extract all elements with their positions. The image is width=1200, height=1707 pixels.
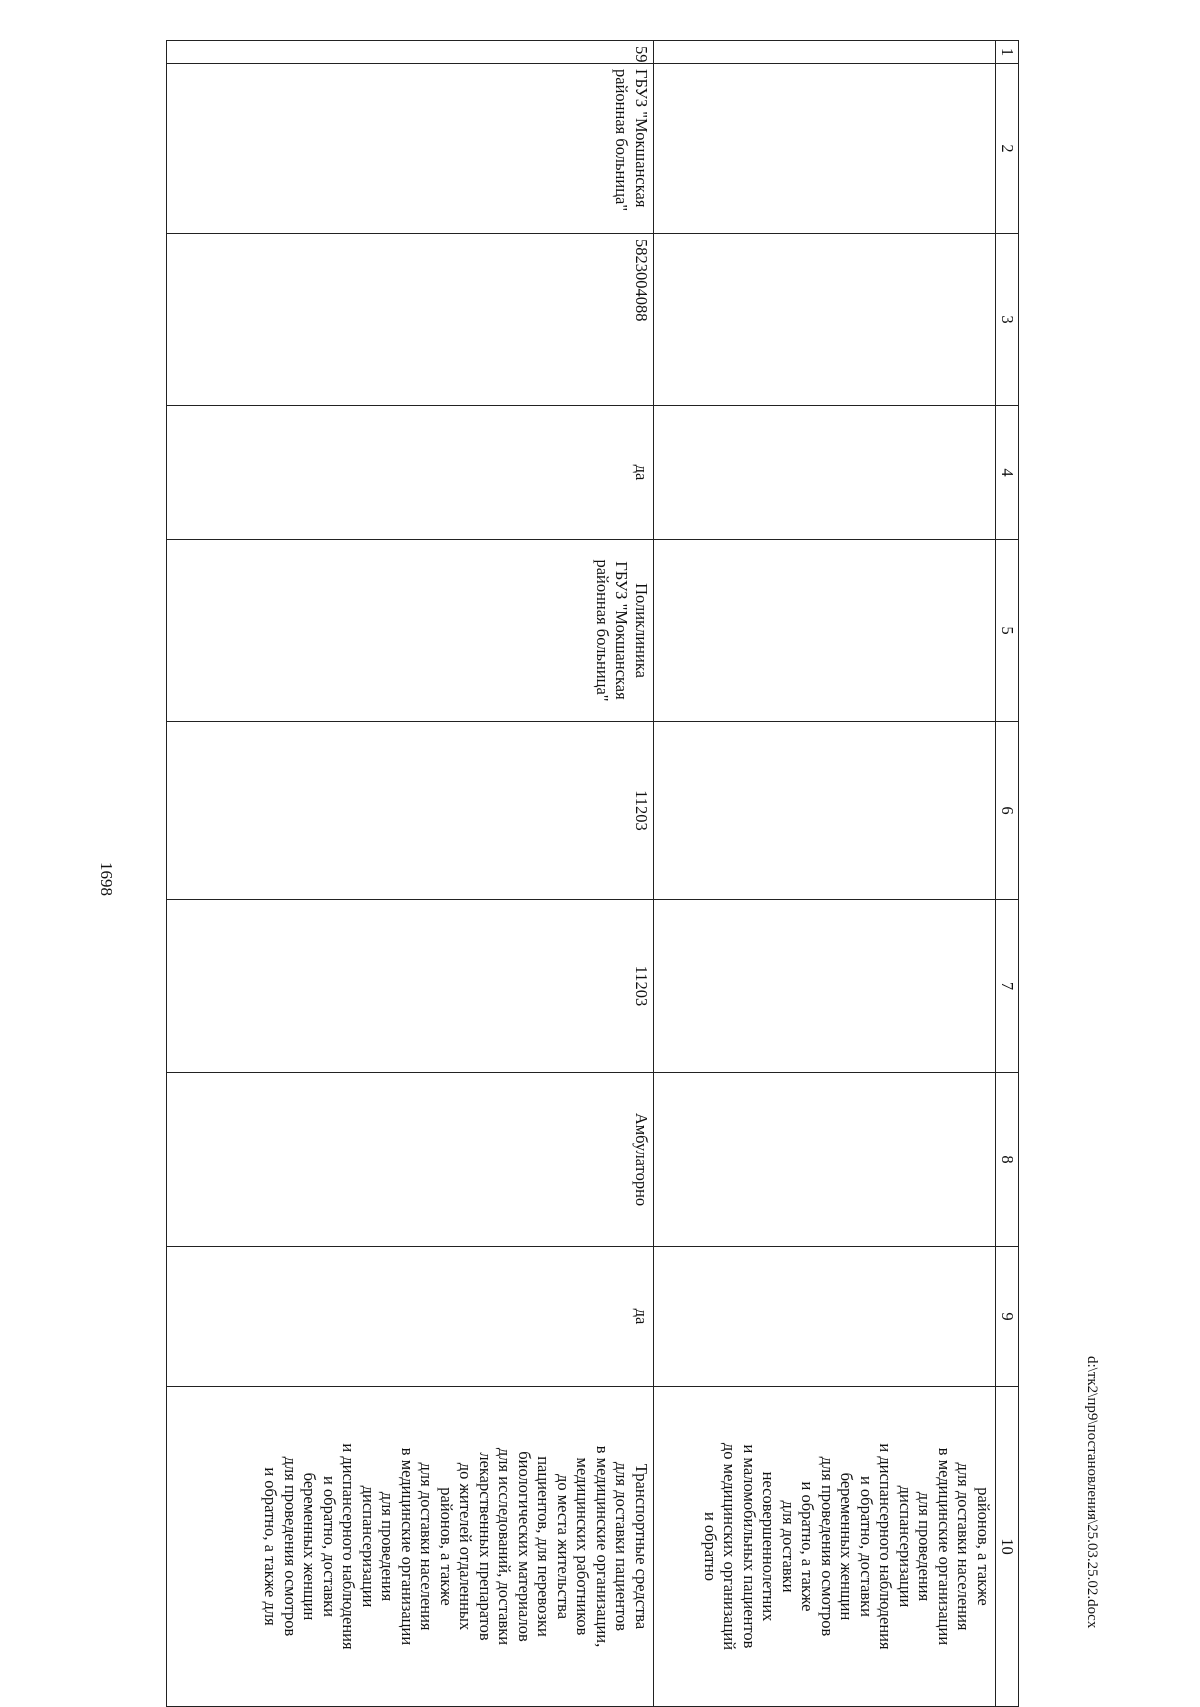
cont-cell-8 <box>654 1073 996 1247</box>
cont-cell-6 <box>654 722 996 900</box>
header-col-9: 9 <box>996 1247 1019 1387</box>
header-col-3: 3 <box>996 234 1019 406</box>
cont-cell-4 <box>654 406 996 540</box>
table-row-continuation <box>654 41 996 1707</box>
header-col-4: 4 <box>996 406 1019 540</box>
header-row <box>996 41 1019 1707</box>
header-col-6: 6 <box>996 722 1019 900</box>
header-col-1: 1 <box>996 41 1019 64</box>
care-conditions: Амбулаторно <box>167 1073 654 1247</box>
col9-value: да <box>167 1247 654 1387</box>
footer-file-path: d:\тк2\пр9\постановления\25.03.25.02.docx <box>1084 1356 1100 1629</box>
cont-cell-2 <box>654 64 996 234</box>
cont-transport-purpose: районов, а также для доставки населения в медицинские организации для проведения диспансеризации и диспансерного наблюдения и обратно, доставки беременных женщин для проведения осмотров и обратно, а также для доставки несовершеннолетних и маломобильных пациентов до медицинских организаций и обратно <box>654 1387 996 1707</box>
cont-cell-7 <box>654 900 996 1073</box>
header-col-10: 10 <box>996 1387 1019 1707</box>
cont-cell-9 <box>654 1247 996 1387</box>
cont-cell-1 <box>654 41 996 64</box>
col4-value: да <box>167 406 654 540</box>
data-table <box>166 40 1019 1707</box>
cont-cell-3 <box>654 234 996 406</box>
col7-code: 11203 <box>167 900 654 1073</box>
header-col-2: 2 <box>996 64 1019 234</box>
page-number: 1698 <box>97 862 116 896</box>
header-col-7: 7 <box>996 900 1019 1073</box>
col6-code: 11203 <box>167 722 654 900</box>
facility-name: Поликлиника ГБУЗ "Мокшанская районная больница" <box>167 540 654 722</box>
table-row-59 <box>167 41 654 1707</box>
data-table-rotated <box>172 40 1019 1706</box>
transport-purpose: Транспортные средства для доставки пациентов в медицинские организации, медицинских работников до места жительства пациентов, для перевозки биологических материалов для исследований, доставки лекарственных препаратов до жителей отдаленных районов, а также для доставки населения в медицинские организации для проведения диспансеризации и диспансерного наблюдения и обратно, доставки беременных женщин для проведения осмотров и обратно, а также для <box>167 1387 654 1707</box>
header-col-5: 5 <box>996 540 1019 722</box>
organization-inn: 5823004088 <box>167 234 654 406</box>
row-number: 59 <box>167 41 654 64</box>
header-col-8: 8 <box>996 1073 1019 1247</box>
cont-cell-5 <box>654 540 996 722</box>
organization-name: ГБУЗ "Мокшанская районная больница" <box>167 64 654 234</box>
